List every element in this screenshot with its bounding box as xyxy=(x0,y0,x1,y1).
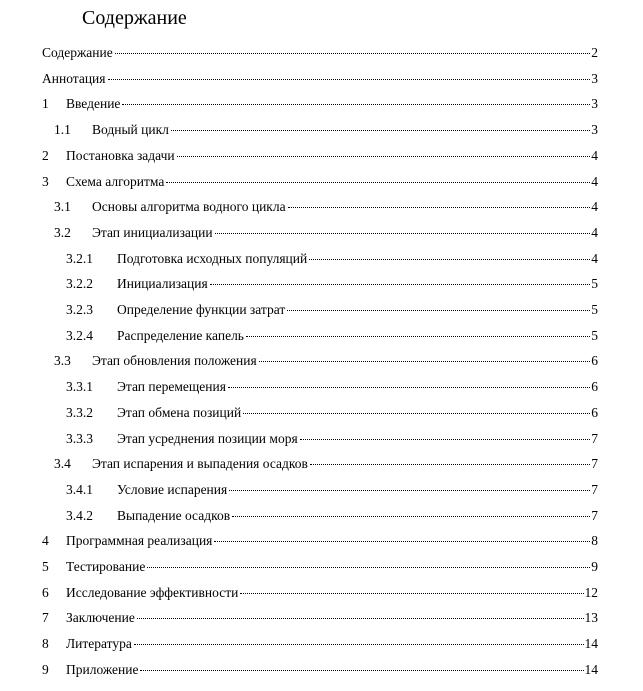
toc-entry[interactable] xyxy=(42,659,598,681)
toc-entry-page-number: 8 xyxy=(591,533,598,548)
toc-entry-page-number: 4 xyxy=(591,148,598,163)
toc-entry-number: 3.2.3 xyxy=(66,302,93,317)
toc-entry-number: 3.3.3 xyxy=(66,431,93,446)
toc-entry-page-number: 9 xyxy=(591,559,598,574)
toc-entry-title: Подготовка исходных популяций xyxy=(117,251,308,266)
toc-entry-title: Распределение капель xyxy=(117,328,244,343)
toc-entry-title: Инициализация xyxy=(117,276,208,291)
toc-dot-leader xyxy=(240,593,583,594)
toc-dot-leader xyxy=(232,516,590,517)
toc-dot-leader xyxy=(243,413,590,414)
toc-entry[interactable] xyxy=(54,453,598,475)
toc-dot-leader xyxy=(287,310,590,311)
toc-entry[interactable] xyxy=(66,376,598,398)
toc-entry[interactable] xyxy=(66,402,598,424)
toc-entry-number: 1.1 xyxy=(54,122,71,137)
toc-entry-title: Заключение xyxy=(66,610,135,625)
toc-entry-title: Этап испарения и выпадения осадков xyxy=(92,456,308,471)
toc-entry[interactable] xyxy=(66,479,598,501)
toc-entry-page-number: 7 xyxy=(591,508,598,523)
toc-entry-title: Тестирование xyxy=(66,559,146,574)
toc-dot-leader xyxy=(147,567,590,568)
toc-entry-page-number: 2 xyxy=(591,45,598,60)
toc-entry-number: 1 xyxy=(42,96,49,111)
toc-entry[interactable] xyxy=(42,42,598,64)
toc-entry[interactable] xyxy=(42,582,598,604)
toc-dot-leader xyxy=(229,490,590,491)
toc-entry-number: 3.4 xyxy=(54,456,71,471)
toc-entry-number: 3.2.1 xyxy=(66,251,93,266)
toc-entry-page-number: 6 xyxy=(591,379,598,394)
toc-entry-page-number: 14 xyxy=(584,662,598,677)
toc-entry[interactable] xyxy=(66,428,598,450)
toc-entry[interactable] xyxy=(42,145,598,167)
toc-dot-leader xyxy=(177,156,591,157)
toc-entry-page-number: 4 xyxy=(591,199,598,214)
toc-dot-leader xyxy=(137,618,584,619)
toc-entry-title: Этап инициализации xyxy=(92,225,213,240)
toc-entry-page-number: 4 xyxy=(591,225,598,240)
toc-entry-title: Этап перемещения xyxy=(117,379,226,394)
toc-entry-title: Схема алгоритма xyxy=(66,174,165,189)
toc-entry-page-number: 12 xyxy=(584,585,598,600)
toc-entry-page-number: 5 xyxy=(591,328,598,343)
toc-dot-leader xyxy=(210,284,591,285)
toc-entry-page-number: 4 xyxy=(591,251,598,266)
toc-entry[interactable] xyxy=(54,196,598,218)
toc-entry[interactable] xyxy=(66,505,598,527)
toc-entry-number: 6 xyxy=(42,585,49,600)
toc-dot-leader xyxy=(215,233,591,234)
toc-entry-number: 3.3.1 xyxy=(66,379,93,394)
toc-entry-number: 3.2.2 xyxy=(66,276,93,291)
toc-entry-page-number: 14 xyxy=(584,636,598,651)
toc-entry[interactable] xyxy=(54,222,598,244)
toc-entry-title: Постановка задачи xyxy=(66,148,175,163)
toc-entry-title: Литература xyxy=(66,636,132,651)
toc-entry-page-number: 5 xyxy=(591,302,598,317)
toc-entry-page-number: 6 xyxy=(591,405,598,420)
toc-entry-title: Аннотация xyxy=(42,71,106,86)
toc-entry-title: Условие испарения xyxy=(117,482,228,497)
toc-entry-page-number: 6 xyxy=(591,353,598,368)
toc-entry[interactable] xyxy=(66,325,598,347)
toc-entry-number: 3.3.2 xyxy=(66,405,93,420)
toc-entry-title: Этап обмена позиций xyxy=(117,405,242,420)
toc-dot-leader xyxy=(134,644,584,645)
toc-entry-number: 3.1 xyxy=(54,199,71,214)
toc-entry[interactable] xyxy=(42,530,598,552)
toc-dot-leader xyxy=(259,361,591,362)
toc-entry-number: 3.4.1 xyxy=(66,482,93,497)
toc-dot-leader xyxy=(166,182,590,183)
toc-entry-number: 5 xyxy=(42,559,49,574)
toc-entry[interactable] xyxy=(42,93,598,115)
toc-entry-title: Определение функции затрат xyxy=(117,302,286,317)
toc-entry[interactable] xyxy=(42,607,598,629)
toc-entry-title: Выпадение осадков xyxy=(117,508,231,523)
toc-dot-leader xyxy=(108,79,591,80)
toc-entry-title: Водный цикл xyxy=(92,122,169,137)
toc-entry-page-number: 7 xyxy=(591,431,598,446)
toc-entry[interactable] xyxy=(42,68,598,90)
toc-entry-title: Программная реализация xyxy=(66,533,213,548)
toc-entry-title: Этап обновления положения xyxy=(92,353,257,368)
toc-entry[interactable] xyxy=(66,299,598,321)
toc-entry-number: 4 xyxy=(42,533,49,548)
toc-dot-leader xyxy=(122,104,590,105)
toc-entry-number: 8 xyxy=(42,636,49,651)
toc-dot-leader xyxy=(228,387,590,388)
toc-entry[interactable] xyxy=(42,556,598,578)
toc-entry-page-number: 3 xyxy=(591,71,598,86)
toc-entry[interactable] xyxy=(42,171,598,193)
toc-entry-number: 3.3 xyxy=(54,353,71,368)
toc-entry-title: Приложение xyxy=(66,662,139,677)
toc-entry-title: Основы алгоритма водного цикла xyxy=(92,199,286,214)
toc-dot-leader xyxy=(310,464,590,465)
toc-entry-page-number: 5 xyxy=(591,276,598,291)
toc-dot-leader xyxy=(300,439,591,440)
toc-entry[interactable] xyxy=(54,119,598,141)
toc-entry[interactable] xyxy=(42,633,598,655)
toc-entry-number: 3 xyxy=(42,174,49,189)
toc-entry-page-number: 3 xyxy=(591,122,598,137)
toc-title: Содержание xyxy=(82,7,187,29)
toc-entry-page-number: 4 xyxy=(591,174,598,189)
toc-entry-number: 7 xyxy=(42,610,49,625)
toc-entry[interactable] xyxy=(54,350,598,372)
toc-dot-leader xyxy=(246,336,590,337)
toc-dot-leader xyxy=(288,207,591,208)
toc-entry-title: Содержание xyxy=(42,45,113,60)
toc-entry-page-number: 7 xyxy=(591,456,598,471)
toc-entry-title: Введение xyxy=(66,96,121,111)
toc-entry[interactable] xyxy=(66,273,598,295)
toc-entry-page-number: 3 xyxy=(591,96,598,111)
toc-dot-leader xyxy=(171,130,590,131)
toc-entry-page-number: 7 xyxy=(591,482,598,497)
toc-dot-leader xyxy=(309,259,590,260)
toc-entry-title: Исследование эффективности xyxy=(66,585,239,600)
toc-entry-number: 3.4.2 xyxy=(66,508,93,523)
toc-entry-title: Этап усреднения позиции моря xyxy=(117,431,298,446)
toc-entry[interactable] xyxy=(66,248,598,270)
toc-entry-number: 3.2.4 xyxy=(66,328,93,343)
toc-entry-number: 9 xyxy=(42,662,49,677)
toc-dot-leader xyxy=(115,53,591,54)
toc-dot-leader xyxy=(140,670,583,671)
toc-entry-page-number: 13 xyxy=(584,610,598,625)
toc-dot-leader xyxy=(214,541,590,542)
toc-entry-number: 2 xyxy=(42,148,49,163)
toc-entry-number: 3.2 xyxy=(54,225,71,240)
